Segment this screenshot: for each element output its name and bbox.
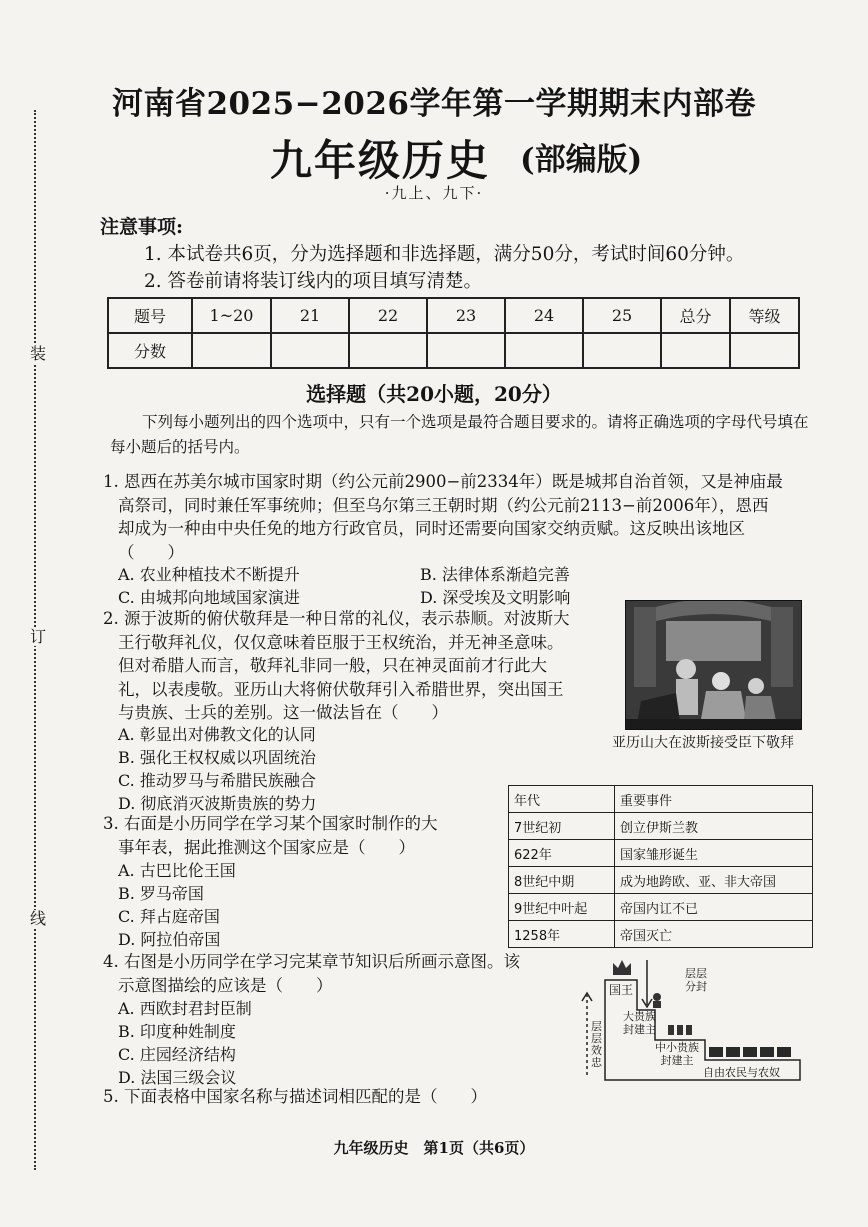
notice-item: 2. 答卷前请将装订线内的项目填写清楚。 [144,271,483,292]
score-cell[interactable] [505,333,583,368]
diagram-peasants: 自由农民与农奴 [703,1066,780,1079]
event-desc: 帝国内讧不已 [615,894,813,921]
score-header: 题号 [108,298,192,333]
q2-option-a[interactable]: A. 彰显出对佛教文化的认同 [118,725,316,744]
event-year: 7世纪初 [509,813,615,840]
q1-option-d[interactable]: D. 深受埃及文明影响 [420,588,571,607]
score-cell[interactable] [271,333,349,368]
binding-char-ding: 订 [30,627,47,646]
event-desc: 成为地跨欧、亚、非大帝国 [615,867,813,894]
feudal-hierarchy-diagram [575,955,805,1085]
diagram-king: 国王 [609,983,634,997]
score-cell[interactable] [192,333,271,368]
q3-stem-line: 事年表，据此推测这个国家应是（ ） [118,837,415,857]
section-instruction [110,410,810,460]
q2-stem-line: 王行敬拜礼仪，仅仅意味着臣服于王权统治，并无神圣意味。 [118,632,564,652]
score-header: 25 [583,298,661,333]
question-2 [103,607,623,725]
q2-stem-line: 与贵族、士兵的差别。这一做法旨在（ ） [118,703,448,722]
events-table [508,785,813,948]
diagram-small-lords: 中小贵族 封建主 [655,1041,699,1067]
q1-stem-line: 1. 恩西在苏美尔城市国家时期（约公元前2900−前2334年）既是城邦自治首领，又是神庙最 [103,472,783,491]
event-desc: 帝国灭亡 [615,921,813,948]
events-header: 年代 [509,786,615,813]
exam-title: 河南省2025−2026学年第一学期期末内部卷 [111,86,757,122]
score-header: 24 [505,298,583,333]
diagram-great-lords: 大贵族 封建主 [623,1010,656,1036]
score-cell[interactable] [583,333,661,368]
notice-heading: 注意事项: [100,216,184,238]
binding-char-xian: 线 [30,909,47,928]
scope-subtitle: ·九上、九下· [384,184,484,202]
page-footer: 九年级历史 第1页（共6页） [333,1139,535,1157]
question-1 [103,470,833,564]
q2-stem-line: 礼，以表虔敬。亚历山大将俯伏敬拜引入希腊世界，突出国王 [118,679,564,699]
binding-char-zhuang: 装 [30,344,47,363]
q3-option-b[interactable]: B. 罗马帝国 [118,884,204,903]
event-year: 622年 [509,840,615,867]
q4-stem-line: 示意图描绘的应该是（ ） [118,975,333,995]
q1-option-c[interactable]: C. 由城邦向地域国家演进 [118,588,300,607]
score-cell[interactable] [349,333,427,368]
q3-option-a[interactable]: A. 古巴比伦王国 [118,861,236,880]
q2-stem-line: 但对希腊人而言，敬拜礼非同一般，只在神灵面前才行此大 [118,656,547,675]
event-year: 8世纪中期 [509,867,615,894]
q4-option-c[interactable]: C. 庄园经济结构 [118,1045,236,1064]
q2-option-b[interactable]: B. 强化王权权威以巩固统治 [118,748,316,767]
events-header: 重要事件 [615,786,813,813]
q3-stem-line: 3. 右面是小历同学在学习某个国家时制作的大 [103,814,438,833]
score-cell[interactable] [661,333,730,368]
q2-option-d[interactable]: D. 彻底消灭波斯贵族的势力 [118,794,317,813]
q4-option-a[interactable]: A. 西欧封君封臣制 [118,999,252,1018]
edition-label: (部编版) [520,142,643,178]
q3-option-c[interactable]: C. 拜占庭帝国 [118,907,220,926]
score-row-label: 分数 [108,333,192,368]
diagram-enfeoff-label: 层层 分封 [685,967,707,993]
q1-answer-blank[interactable]: （ ） [118,542,184,562]
notice-item: 1. 本试卷共6页，分为选择题和非选择题，满分50分，考试时间60分钟。 [144,244,745,265]
q3-option-d[interactable]: D. 阿拉伯帝国 [118,930,221,949]
event-year: 1258年 [509,921,615,948]
question-5: 5. 下面表格中国家名称与描述词相匹配的是（ ） [103,1087,487,1106]
q1-stem-line: 高祭司，同时兼任军事统帅；但至乌尔第三王朝时期（约公元前2113−前2006年），恩西 [118,495,769,515]
section-title: 选择题（共20小题，20分） [306,382,562,406]
question-3 [103,812,503,859]
score-header: 总分 [661,298,730,333]
diagram-loyalty-label: 层层 效忠 [591,1020,602,1069]
q4-option-d[interactable]: D. 法国三级会议 [118,1068,237,1087]
q2-option-c[interactable]: C. 推动罗马与希腊民族融合 [118,771,316,790]
q4-option-b[interactable]: B. 印度种姓制度 [118,1022,236,1041]
score-table [107,297,800,369]
figure-caption: 亚历山大在波斯接受臣下敬拜 [612,735,794,751]
q1-option-a[interactable]: A. 农业种植技术不断提升 [118,565,300,584]
question-4 [103,950,563,997]
score-header: 21 [271,298,349,333]
subject-title: 九年级历史 [270,136,491,185]
score-header: 1~20 [192,298,271,333]
instruction-text: 下列每小题列出的四个选项中，只有一个选项是最符合题目要求的。请将正确选项的字母代号填在每小题后的括号内。 [110,413,809,456]
q4-stem-line: 4. 右图是小历同学在学习完某章节知识后所画示意图。该 [103,952,520,971]
score-header: 等级 [730,298,799,333]
q2-stem-line: 2. 源于波斯的俯伏敬拜是一种日常的礼仪，表示恭顺。对波斯大 [103,609,570,628]
q1-stem-line: 却成为一种由中央任免的地方行政官员，同时还需要向国家交纳贡赋。这反映出该地区 [118,519,745,538]
score-header: 23 [427,298,505,333]
q1-option-b[interactable]: B. 法律体系渐趋完善 [420,565,570,584]
alexander-engraving-image [625,600,802,730]
score-header: 22 [349,298,427,333]
score-cell[interactable] [427,333,505,368]
event-desc: 国家雏形诞生 [615,840,813,867]
event-year: 9世纪中叶起 [509,894,615,921]
score-cell[interactable] [730,333,799,368]
event-desc: 创立伊斯兰教 [615,813,813,840]
